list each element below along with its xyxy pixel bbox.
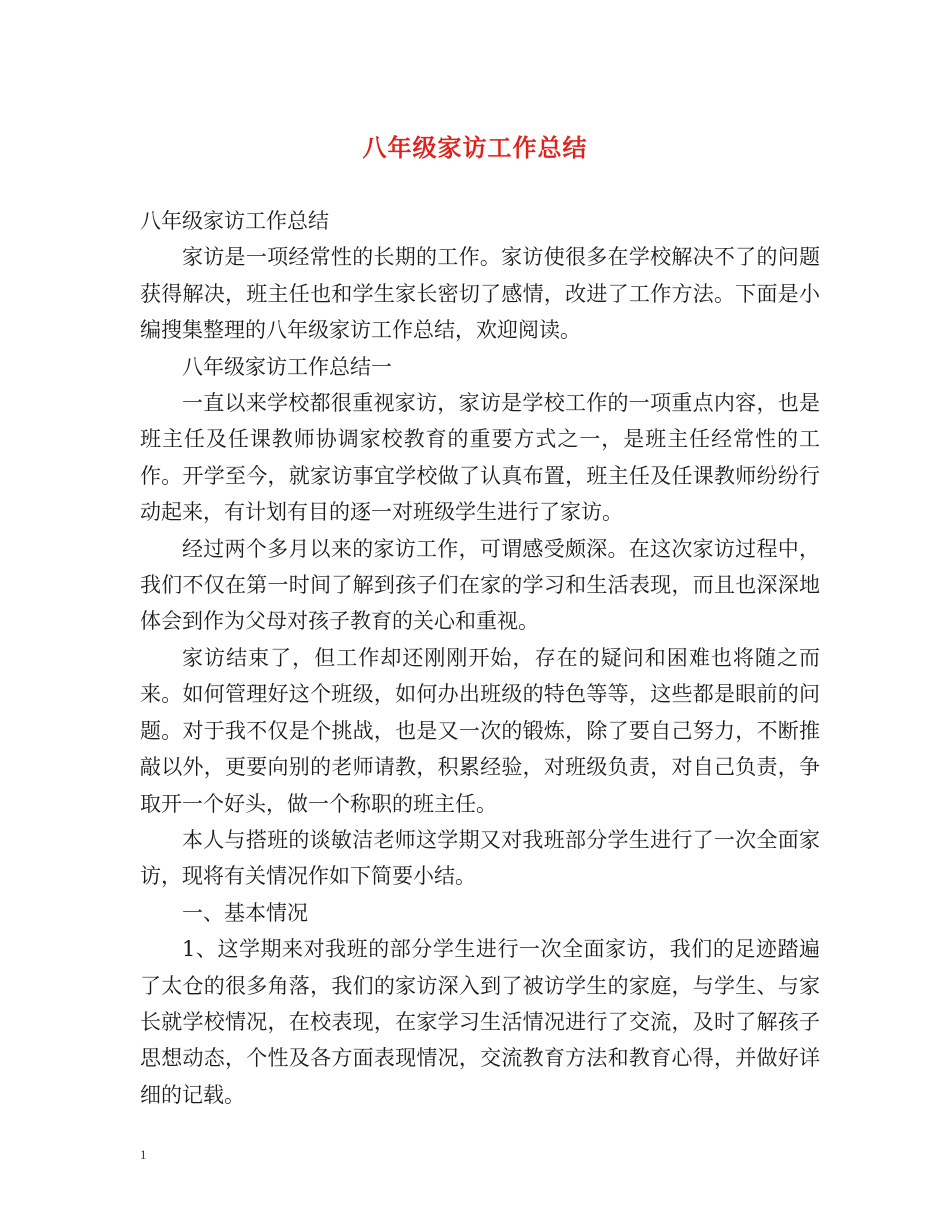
paragraph-school-emphasis: 一直以来学校都很重视家访，家访是学校工作的一项重点内容，也是班主任及任课教师协调家校教育的重要方式之一，是班主任经常性的工作。开学至今，就家访事宜学校做了认真布置，班主任及任课教师纷纷行动起来，有计划有目的逐一对班级学生进行了家访。	[140, 391, 820, 525]
paragraph-intro: 家访是一项经常性的长期的工作。家访使很多在学校解决不了的问题获得解决，班主任也和学生家长密切了感情，改进了工作方法。下面是小编搜集整理的八年级家访工作总结，欢迎阅读。	[140, 245, 820, 343]
section-heading-basic-situation: 一、基本情况	[182, 900, 308, 925]
paragraph-challenges: 家访结束了，但工作却还刚刚开始，存在的疑问和困难也将随之而来。如何管理好这个班级，如何办出班级的特色等等，这些都是眼前的问题。对于我不仅是个挑战，也是又一次的锻炼，除了要自己努力，不断推敲以外，更要向别的老师请教，积累经验，对班级负责，对自己负责，争取开一个好头，做一个称职的班主任。	[140, 645, 820, 816]
paragraph-item-one: 1、这学期来对我班的部分学生进行一次全面家访，我们的足迹踏遍了太仓的很多角落，我们的家访深入到了被访学生的家庭，与学生、与家长就学校情况，在校表现，在家学习生活情况进行了交流，及时了解孩子思想动态，个性及各方面表现情况，交流教育方法和教育心得，并做好详细的记载。	[140, 937, 820, 1107]
page-title: 八年级家访工作总结	[362, 133, 588, 162]
document-body	[140, 203, 820, 1113]
document-subtitle: 八年级家访工作总结	[140, 209, 329, 233]
page-number: 1	[140, 1147, 147, 1162]
paragraph-home-visit-summary: 本人与搭班的谈敏洁老师这学期又对我班部分学生进行了一次全面家访，现将有关情况作如下简要小结。	[140, 827, 820, 889]
section-heading-summary-one: 八年级家访工作总结一	[182, 354, 392, 379]
paragraph-impressions: 经过两个多月以来的家访工作，可谓感受颇深。在这次家访过程中，我们不仅在第一时间了解到孩子们在家的学习和生活表现，而且也深深地体会到作为父母对孩子教育的关心和重视。	[140, 536, 820, 634]
